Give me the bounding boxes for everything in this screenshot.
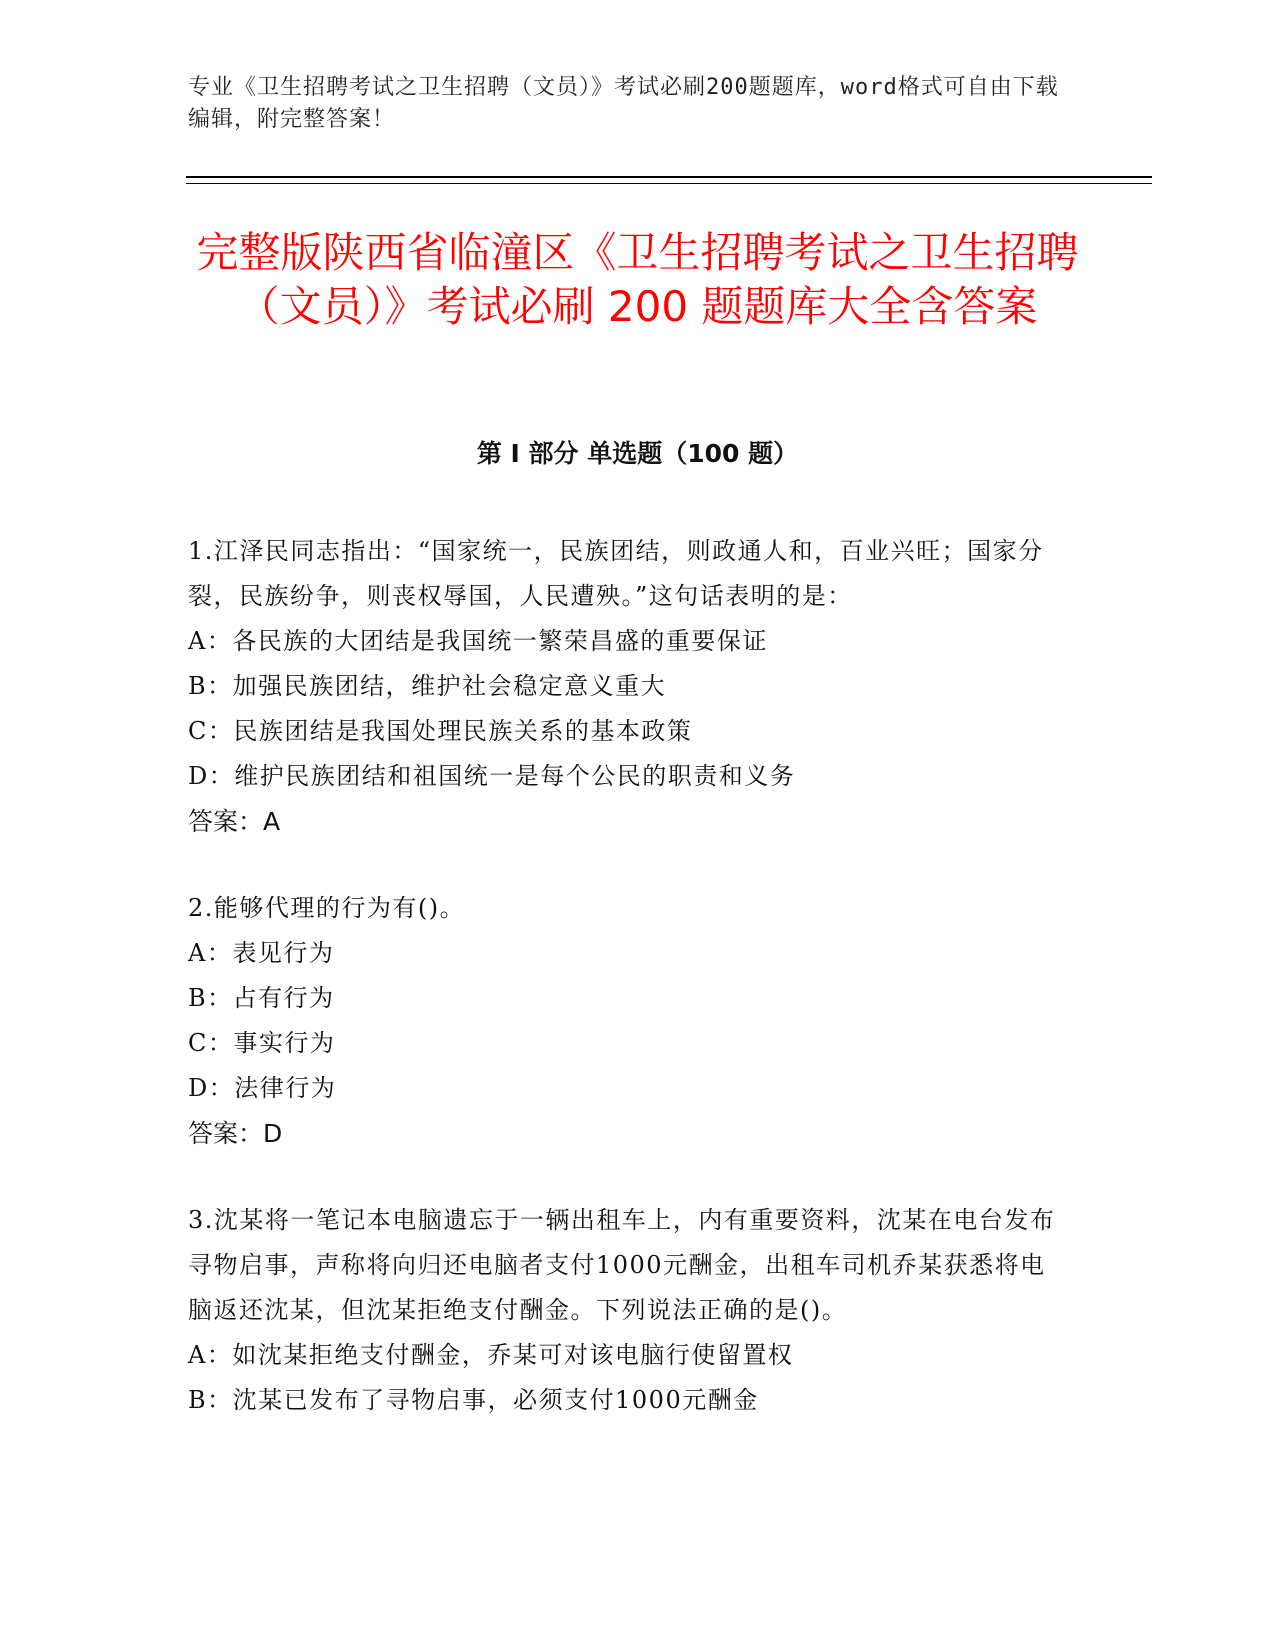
question-list	[188, 529, 1068, 1465]
question-option-b: B：沈某已发布了寻物启事，必须支付1000元酬金	[188, 1386, 759, 1414]
section-title: 第 I 部分 单选题（100 题）	[476, 439, 799, 468]
question-option-d: D：维护民族团结和祖国统一是每个公民的职责和义务	[188, 762, 796, 790]
question-option-b: B：加强民族团结，维护社会稳定意义重大	[188, 672, 667, 700]
question-answer: 答案：D	[188, 1119, 283, 1148]
document-title: 完整版陕西省临潼区《卫生招聘考试之卫生招聘（文员）》考试必刷 200 题题库大全含答案	[196, 228, 1079, 331]
question-item	[188, 1198, 1068, 1423]
question-item	[188, 529, 1068, 844]
header-divider-thin	[186, 183, 1152, 184]
question-option-d: D：法律行为	[188, 1074, 337, 1102]
header-note: 专业《卫生招聘考试之卫生招聘（文员）》考试必刷200题题库，word格式可自由下载编辑，附完整答案！	[188, 75, 1059, 132]
question-answer: 答案：A	[188, 807, 281, 836]
question-option-a: A：各民族的大团结是我国统一繁荣昌盛的重要保证	[188, 627, 768, 655]
question-option-c: C：民族团结是我国处理民族关系的基本政策	[188, 717, 693, 745]
question-option-b: B：占有行为	[188, 984, 335, 1012]
question-option-a: A：表见行为	[188, 939, 335, 967]
question-stem: 3.沈某将一笔记本电脑遗忘于一辆出租车上，内有重要资料，沈某在电台发布寻物启事，声称将向归还电脑者支付1000元酬金，出租车司机乔某获悉将电脑返还沈某，但沈某拒绝支付酬金。下列说法正确的是()。	[188, 1206, 1056, 1324]
question-option-a: A：如沈某拒绝支付酬金，乔某可对该电脑行使留置权	[188, 1341, 794, 1369]
question-stem: 2.能够代理的行为有()。	[188, 894, 466, 922]
question-stem: 1.江泽民同志指出：“国家统一，民族团结，则政通人和，百业兴旺；国家分裂，民族纷争，则丧权辱国，人民遭殃。”这句话表明的是：	[188, 537, 1044, 610]
question-item	[188, 886, 1068, 1156]
question-option-c: C：事实行为	[188, 1029, 336, 1057]
header-divider	[186, 176, 1152, 178]
